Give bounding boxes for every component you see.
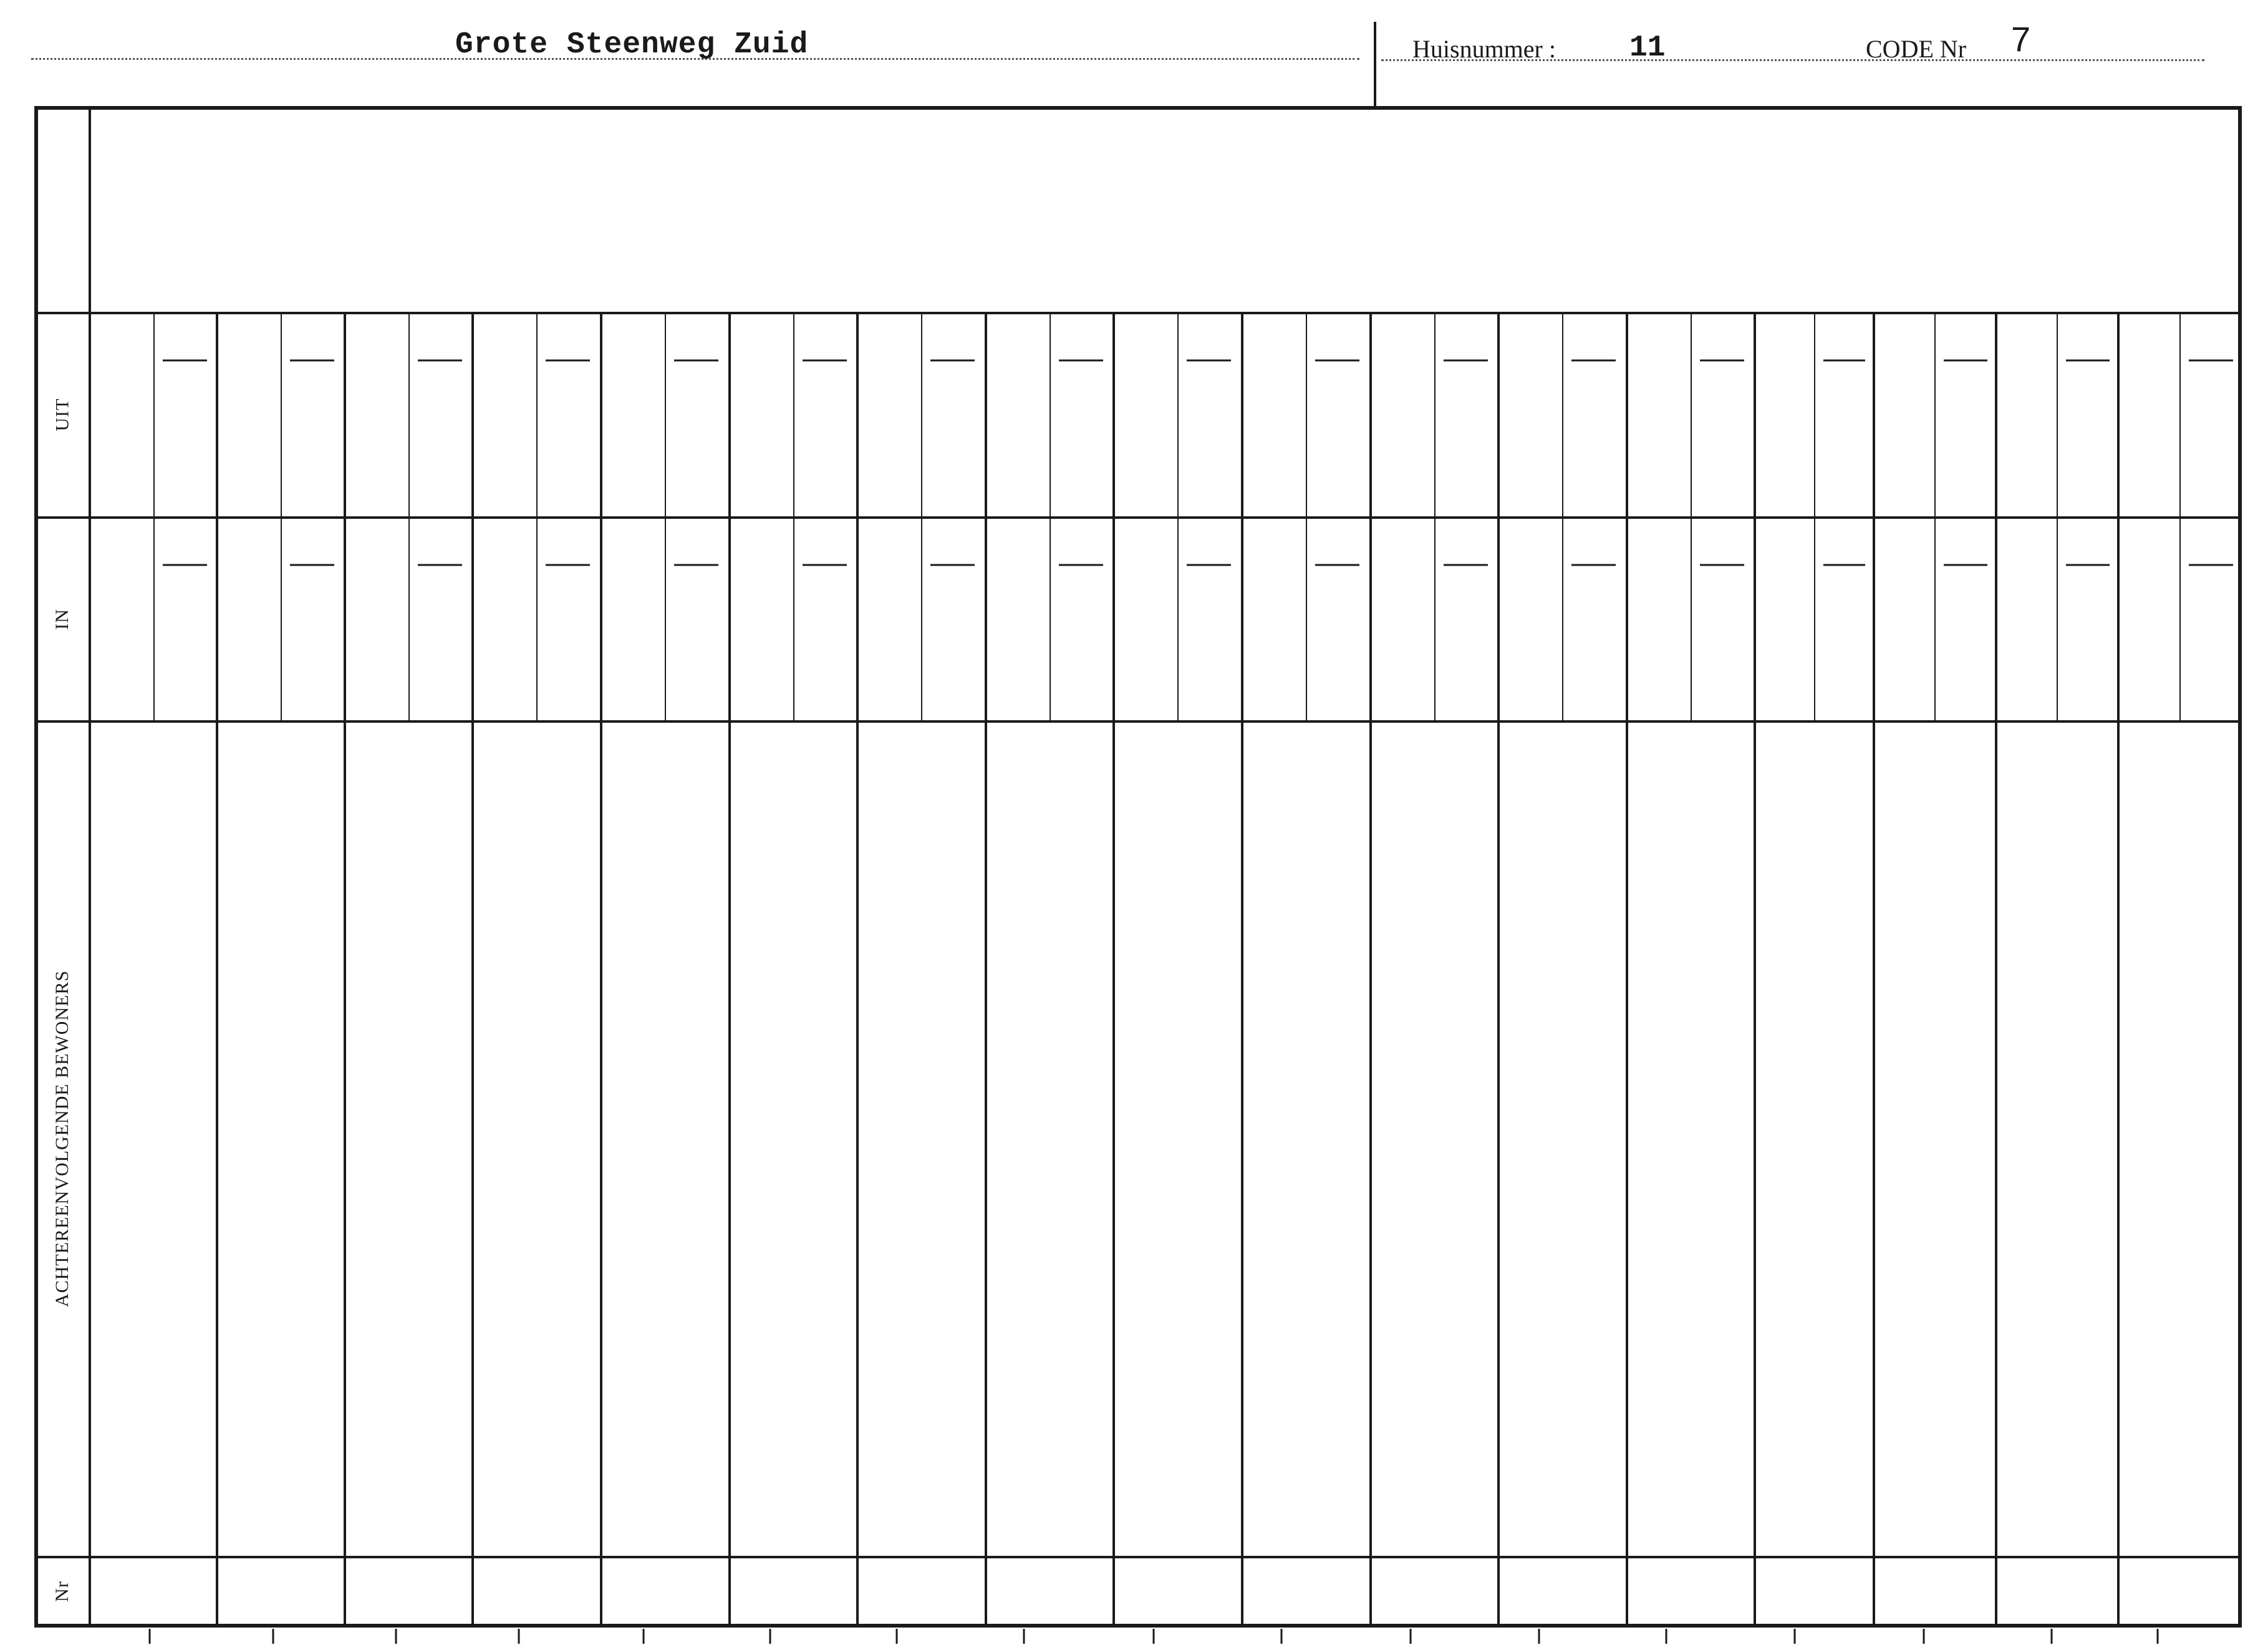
code-number-label: CODE Nr <box>1866 35 1967 63</box>
nr-label-text: Nr <box>52 1581 72 1602</box>
house-number-value: 11 <box>1629 31 1666 65</box>
street-name: Grote Steenweg Zuid <box>455 28 809 62</box>
code-number-value: 7 <box>2011 19 2031 59</box>
uit-label-text: UIT <box>51 398 72 432</box>
in-label-text: IN <box>52 608 72 630</box>
house-number-label: Huisnummer : <box>1412 35 1556 63</box>
residents-label-text: ACHTEREENVOLGENDE BEWONERS <box>52 970 72 1308</box>
